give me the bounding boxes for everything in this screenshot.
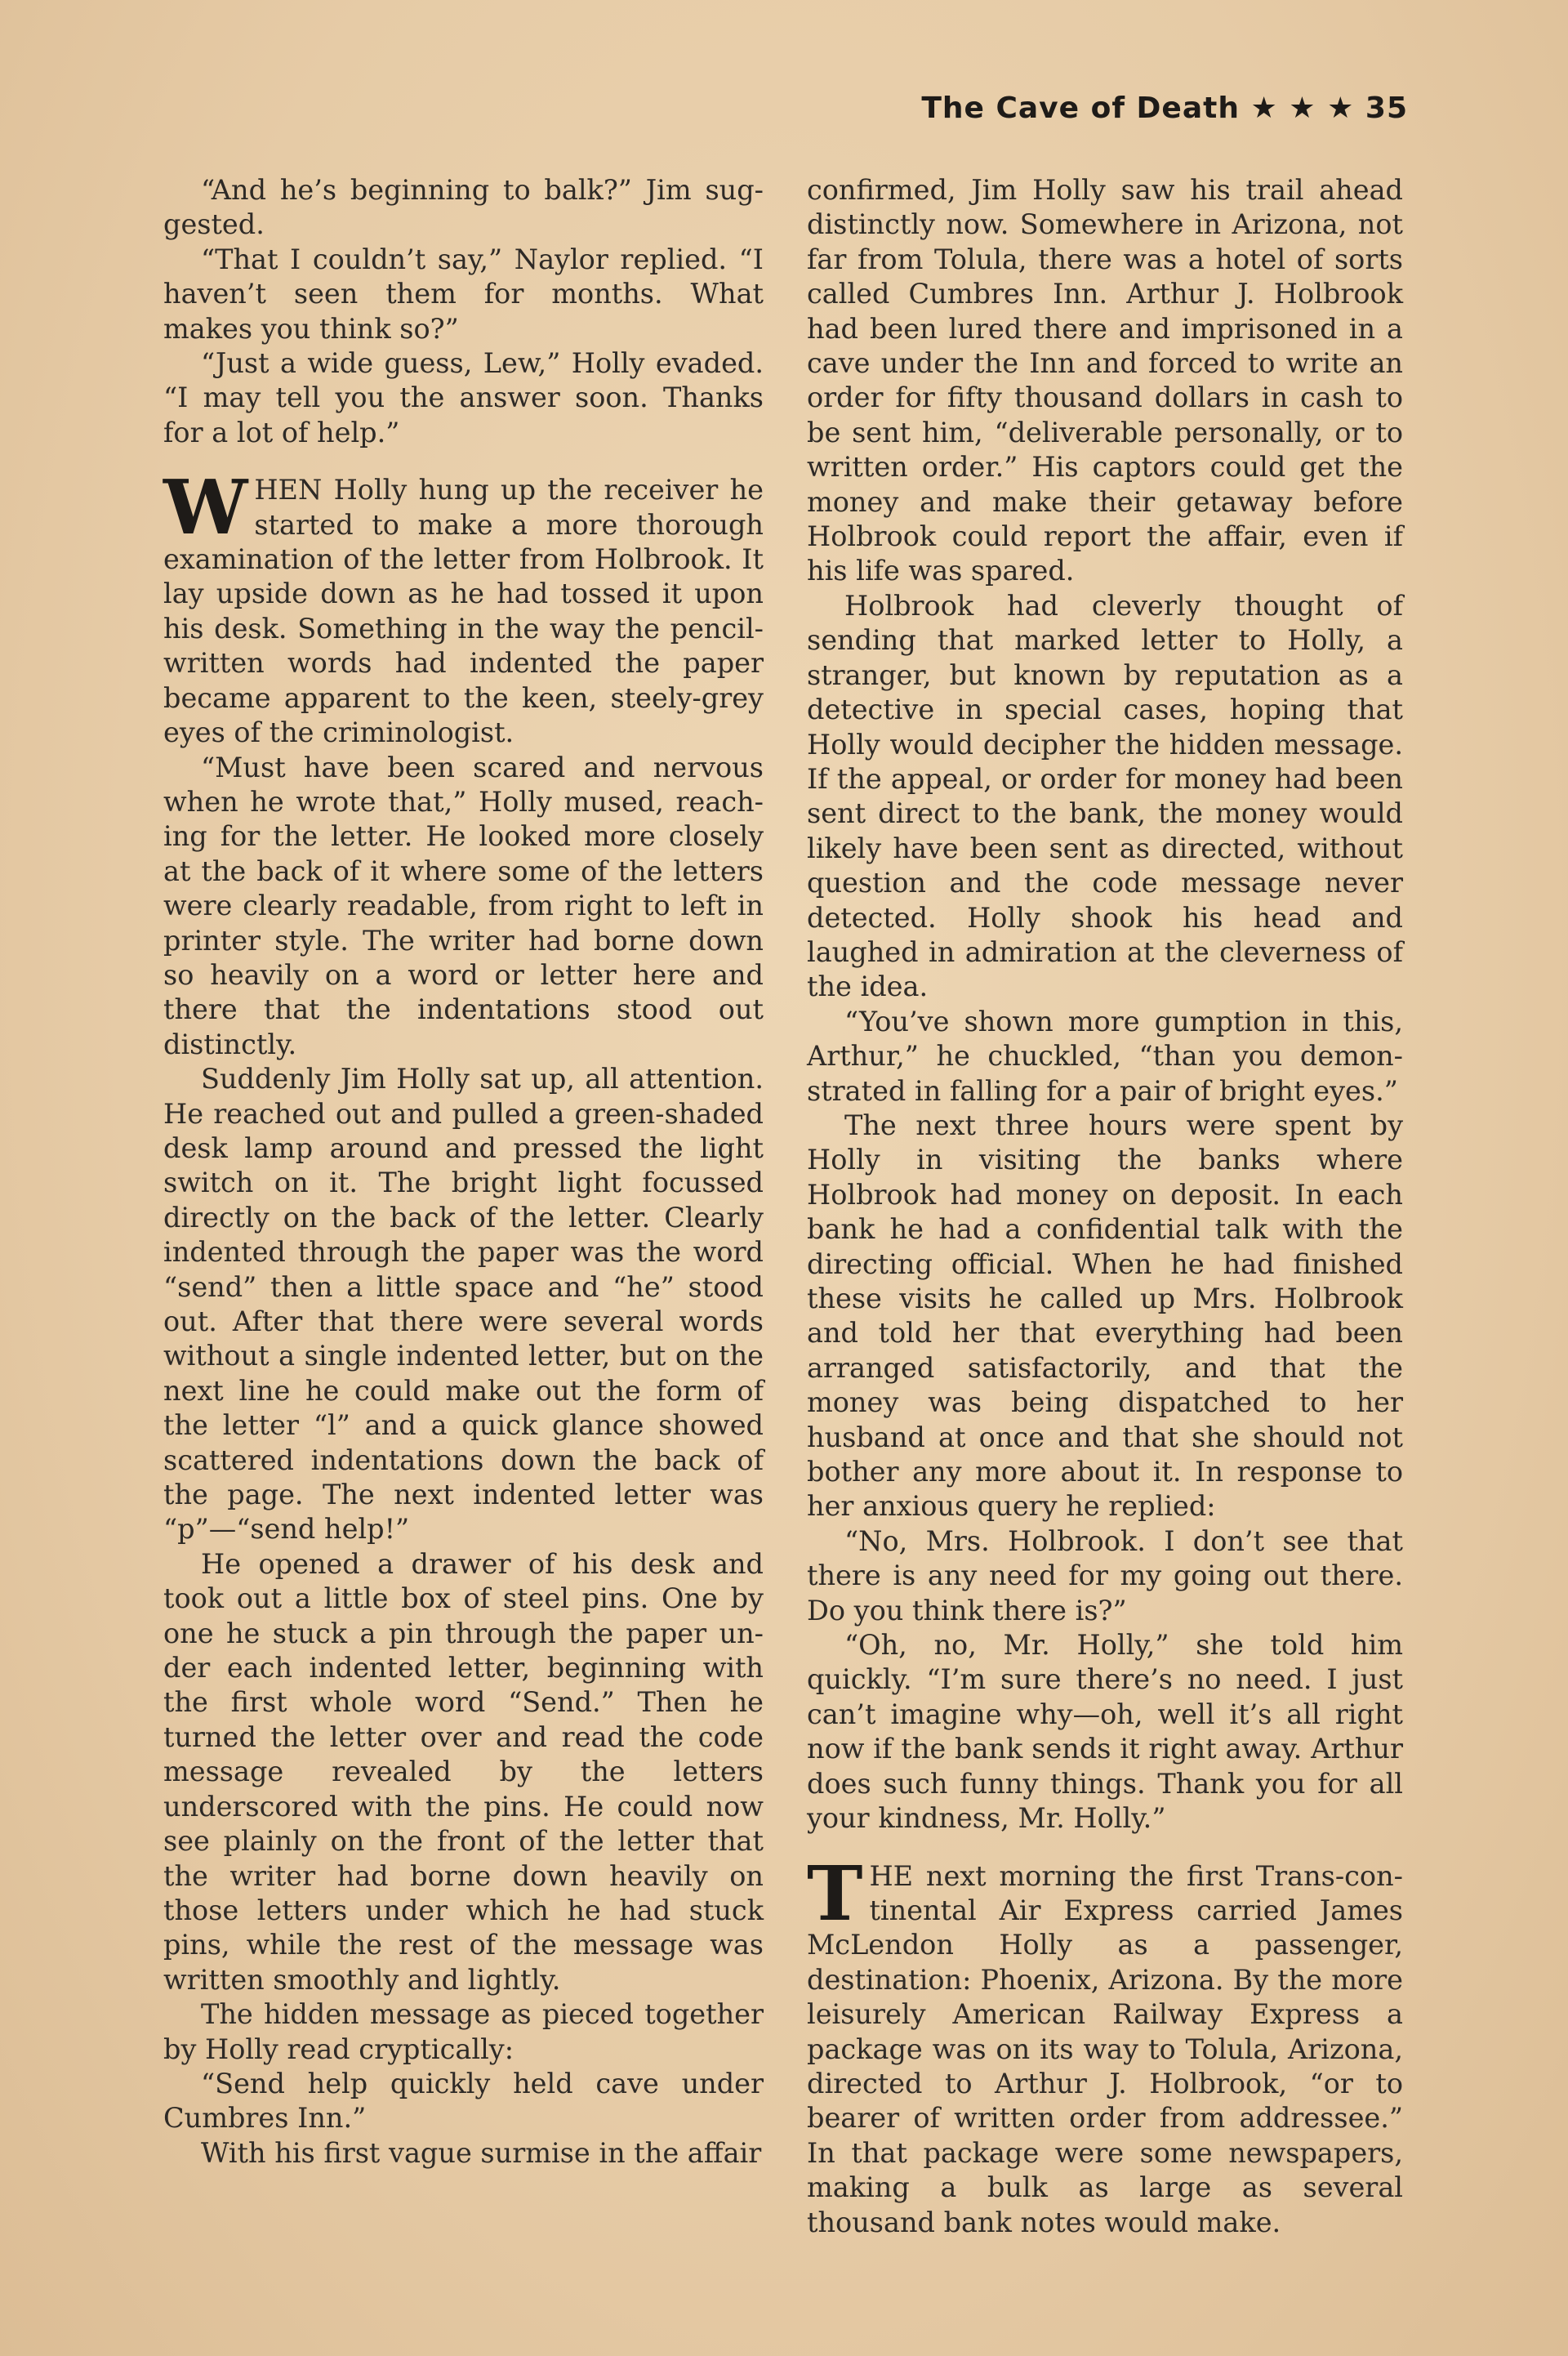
paragraph: “Oh, no, Mr. Holly,” she told him quickly. “I’m sure there’s no need. I just can’t imagine why—oh, well it’s all right now if the bank sends it right away. Arthur does such funny things. Thank you for all your kindness, Mr. Holly.” [807,1629,1403,1835]
left-column [163,173,764,2171]
paragraph: “That I couldn’t say,” Naylor replied. “I haven’t seen them for months. What makes you think so?” [163,243,764,345]
paragraph: “Must have been scared and nervous when he wrote that,” Holly mused, reaching for the letter. He looked more closely at the back of it where some of the letters were clearly readable, from right to left in printer style. The writer had borne down so heavily on a word or letter here and there that the indentations stood out distinctly. [163,751,764,1060]
drop-cap: W [163,463,248,552]
paragraph: “Just a wide guess, Lew,” Holly evaded. “I may tell you the answer soon. Thanks for a lot of help.” [163,347,764,448]
section-opening-paragraph [163,463,764,750]
drop-cap: T [807,1849,863,1938]
running-header: The Cave of Death ★ ★ ★ 35 [921,91,1408,125]
paragraph: He opened a drawer of his desk and took out a little box of steel pins. One by one he stuck a pin through the paper under each indented letter, beginning with the first whole word “Send.” Then he turned the letter over and read the code message revealed by the letters underscored with the pins. He could now see plainly on the front of the letter that the writer had borne down heavily on those letters under which he had stuck pins, while the rest of the message was written smoothly and lightly. [163,1547,764,1996]
paragraph: confirmed, Jim Holly saw his trail ahead distinctly now. Somewhere in Arizona, not far from Tolula, there was a hotel of sorts called Cumbres Inn. Arthur J. Holbrook had been lured there and imprisoned in a cave under the Inn and forced to write an order for fifty thousand dollars in cash to be sent him, “deliverable personally, or to written order.” His captors could get the money and make their getaway before Holbrook could report the affair, even if his life was spared. [807,174,1403,587]
paragraph: The hidden message as pieced together by Holly read cryptically: [163,1998,764,2065]
paragraph: “And he’s beginning to balk?” Jim suggested. [163,174,764,241]
paragraph-body: Holly hung up the receiver he started to make a more thorough examination of the letter from Holbrook. It lay upside down as he had tossed it upon his desk. Something in the way the pencil-written words had indented the paper became apparent to the keen, steely-grey eyes of the criminologist. [163,474,764,749]
paragraph: With his first vague surmise in the affair [201,2136,762,2169]
section-gap [163,450,764,473]
section-opening-paragraph [807,1849,1403,2240]
section-gap [807,1836,1403,1859]
right-column [807,173,1403,2240]
hidden-message: “Send help quickly held cave under Cumbres Inn.” [163,2067,764,2135]
paragraph: Holbrook had cleverly thought of sending that marked letter to Holly, a stranger, but known by reputation as a detective in special cases, hoping that Holly would decipher the hidden message. If the appeal, or order for money had been sent direct to the bank, the money would likely have been sent as directed, without question and the code message never detected. Holly shook his head and laughed in admiration at the cleverness of the idea. [807,589,1403,1003]
paragraph: “No, Mrs. Holbrook. I don’t see that there is any need for my going out there. Do you think there is?” [807,1524,1403,1626]
paragraph: “You’ve shown more gumption in this, Arthur,” he chuckled, “than you demonstrated in falling for a pair of bright eyes.” [807,1005,1403,1107]
paragraph: The next three hours were spent by Holly in visiting the banks where Holbrook had money on deposit. In each bank he had a confidential talk with the directing official. When he had finished these visits he called up Mrs. Holbrook and told her that everything had been arranged satisfactorily, and that the money was being dispatched to her husband at once and that she should not bother any more about it. In response to her anxious query he replied: [807,1109,1403,1523]
lead-in: HEN [254,474,323,506]
paragraph-body: next morning the first Trans-continental Air Express carried James McLendon Holly as a passenger, destination: Phoenix, Arizona. By the more leisurely American Railway Express a package was on its way to Tolula, Arizona, directed to Arthur J. Holbrook, “or to bearer of written order from addressee.” In that package were some newspapers, making a bulk as large as several thousand bank notes would make. [807,1859,1403,2238]
lead-in: HE [869,1859,914,1892]
paragraph: Suddenly Jim Holly sat up, all attention. He reached out and pulled a green-shaded desk lamp around and pressed the light switch on it. The bright light focussed directly on the back of the letter. Clearly indented through the paper was the word “send” then a little space and “he” stood out. After that there were several words without a single indented letter, but on the next line he could make out the form of the letter “l” and a quick glance showed scattered indentations down the back of the page. The next indented letter was “p”—“send help!” [163,1063,764,1546]
